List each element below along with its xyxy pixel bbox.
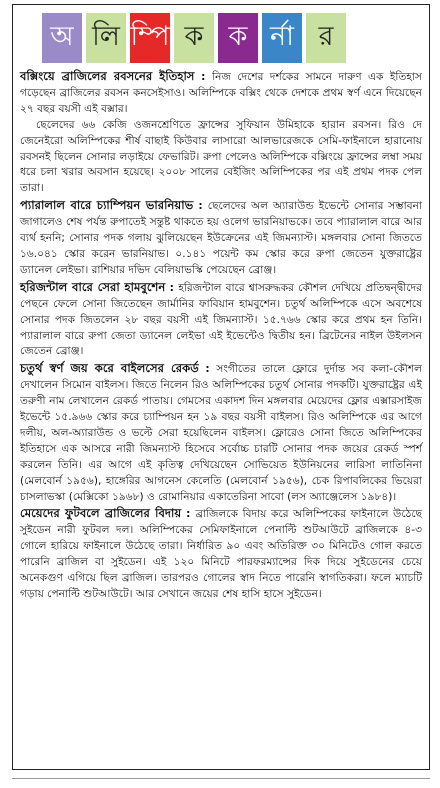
article-text: হরিজন্টাল বারে শ্বাসরুদ্ধকর কৌশল দেখিয়ে প্রতিদ্বন্দ্বীদের পেছনে ফেলে সোনা জিতেছেন জার্মানির ফাবিয়ান হামবুশেন। চতুর্থ অলিম্পিকে এসে অবশেষে সোনার পদক জিতলেন ২৮ বছর বয়সী এই জিমন্যাস্ট। ১৫.৭৬৬ স্কোর করে প্রথম হন তিনি। প্যারালাল বারে রুপা জেতা ড্যানেল লেইভা এই ইভেন্টেও দ্বিতীয় হন। ব্রিটেনের নাইল উইলসন জেতেন ব্রোঞ্জ। (20, 281, 422, 358)
article-headline: বক্সিংয়ে ব্রাজিলের রবসনের ইতিহাস (20, 69, 195, 83)
banner-letter-tile: র্না (262, 13, 302, 63)
article-boxing: বক্সিংয়ে ব্রাজিলের রবসনের ইতিহাস : নিজ দেশের দর্শকের সামনে দারুণ এক ইতিহাস গড়েছেন ব্রাজিলের রবসন কনসেইসাও। অলিম্পিকে বক্সিং থেকে দেশকে প্রথম স্বর্ণ এনে দিয়েছেন ২৭ বছর বয়সী এই বক্সার। ছেলেদের ৬৬ কেজি ওজনশ্রেণিতে ফ্রান্সের সুফিয়ান উমিহাকে হারান রবসন। রিও দে জেনেইরো অলিম্পিকের শীর্ষ বাছাই কিউবার লাসারো আলভারেজকে সেমি-ফাইনালে হারানোয় রবসনই ছিলেন সোনার লড়াইয়ে ফেভারিট। রুপা পেলেও অলিম্পিকে বক্সিংয়ে ফ্রান্সের লম্বা সময় ধরে চলা খরার অবসান হয়েছে। ২০০৮ সালের বেইজিং অলিম্পিকের পর এই প্রথম পদক পেল তারা। (20, 69, 422, 197)
article-horizontal-bar: হরিজন্টাল বারে সেরা হামবুশেন : হরিজন্টাল বারে শ্বাসরুদ্ধকর কৌশল দেখিয়ে প্রতিদ্বন্দ্বীদের পেছনে ফেলে সোনা জিতেছেন জার্মানির ফাবিয়ান হামবুশেন। চতুর্থ অলিম্পিকে এসে অবশেষে সোনার পদক জিতলেন ২৮ বছর বয়সী এই জিমন্যাস্ট। ১৫.৭৬৬ স্কোর করে প্রথম হন তিনি। প্যারালাল বারে রুপা জেতা ড্যানেল লেইভা এই ইভেন্টেও দ্বিতীয় হন। ব্রিটেনের নাইল উইলসন জেতেন ব্রোঞ্জ। (20, 279, 422, 358)
divider (12, 778, 430, 779)
article-text: সংগীতের তালে ফ্লোরে দুর্দান্ত সব কলা-কৌশল দেখালেন সিমোন বাইলস। জিতে নিলেন রিও অলিম্পিকের চতুর্থ সোনার পদকটি। যুক্তরাষ্ট্রের এই তরুণী নাম লেখালেন রেকর্ড পাতায়। গেমসের একাদশ দিন মঙ্গলবার মেয়েদের ফ্লোর এক্সারসাইজ ইভেন্টে ১৫.৯৬৬ স্কোর করে চ্যাম্পিয়ন হন ১৯ বছর বয়সী বাইলস। রিও অলিম্পিকে এর আগে দলীয়, অল-অ্যারাউন্ড ও ভল্টে সেরা হয়েছিলেন বাইলস। ফ্লোরেও সোনা জিতে অলিম্পিকের ইতিহাসে এক আসরে নারী জিমন্যাস্ট হিসেবে সর্বোচ্চ চারটি সোনার পদক জয়ের রেকর্ড স্পর্শ করলেন তিনি। এর আগে এই কৃতিত্ব দেখিয়েছেন সোভিয়েত ইউনিয়নের লারিসা লাতিনিনা (মেলবোর্ন ১৯৫৬), হাঙ্গেরির আগনেস কেলেতি (মেলবোর্ন ১৯৫৬), চেক রিপাবলিকের ভিয়েরা চাসলাভস্কা (মেক্সিকো ১৯৬৮) ও রোমানিয়ার একাতেরিনা সাবো (লস অ্যাঞ্জেলেস ১৯৮৪)। (20, 363, 422, 503)
article-headline: প্যারালাল বারে চ্যাম্পিয়ন ভারনিয়াভ (20, 198, 194, 213)
article-text: ছেলেদের ৬৬ কেজি ওজনশ্রেণিতে ফ্রান্সের সুফিয়ান উমিহাকে হারান রবসন। রিও দে জেনেইরো অলিম্পিকের শীর্ষ বাছাই কিউবার লাসারো আলভারেজকে সেমি-ফাইনালে হারানোয় রবসনই ছিলেন সোনার লড়াইয়ে ফেভারিট। রুপা পেলেও অলিম্পিকে বক্সিংয়ে ফ্রান্সের লম্বা সময় ধরে চলা খরার অবসান হয়েছে। ২০০৮ সালের বেইজিং অলিম্পিকের পর এই প্রথম পদক পেল তারা। (20, 118, 422, 195)
banner-letter-tile: ম্পি (130, 13, 170, 63)
article-headline: মেয়েদের ফুটবলে ব্রাজিলের বিদায় (20, 506, 182, 521)
article-headline: চতুর্থ স্বর্ণ জয় করে বাইলসের রেকর্ড (20, 361, 199, 376)
banner-letter-tile: ক (218, 13, 258, 63)
article-text: ছেলেদের অল অ্যারাউন্ড ইভেন্টে সোনার সম্ভাবনা জাগালেও শেষ পর্যন্ত রুপাতেই সন্তুষ্ট থাকতে হয় ওলেগ ভারনিয়াভকে। তবে প্যারালাল বারে আর ব্যর্থ হননি; সোনার পদক গলায় ঝুলিয়েছেন ইউক্রেনের এই জিমন্যাস্ট। মঙ্গলবার সোনা জিততে ১৬.০৪১ স্কোর করেন ভারনিয়াভ। ০.১৪১ পয়েন্ট কম স্কোর করে রুপা জেতেন যুক্তরাষ্ট্রের ড্যানেল লেইভা। রাশিয়ার দভিদ বেলিয়াভস্কি পেয়েছেন ব্রোঞ্জ। (20, 200, 422, 276)
article-biles-record: চতুর্থ স্বর্ণ জয় করে বাইলসের রেকর্ড : সংগীতের তালে ফ্লোরে দুর্দান্ত সব কলা-কৌশল দেখালেন সিমোন বাইলস। জিতে নিলেন রিও অলিম্পিকের চতুর্থ সোনার পদকটি। যুক্তরাষ্ট্রের এই তরুণী নাম লেখালেন রেকর্ড পাতায়। গেমসের একাদশ দিন মঙ্গলবার মেয়েদের ফ্লোর এক্সারসাইজ ইভেন্টে ১৫.৯৬৬ স্কোর করে চ্যাম্পিয়ন হন ১৯ বছর বয়সী বাইলস। রিও অলিম্পিকে এর আগে দলীয়, অল-অ্যারাউন্ড ও ভল্টে সেরা হয়েছিলেন বাইলস। ফ্লোরেও সোনা জিতে অলিম্পিকের ইতিহাসে এক আসরে নারী জিমন্যাস্ট হিসেবে সর্বোচ্চ চারটি সোনার পদক জয়ের রেকর্ড স্পর্শ করলেন তিনি। এর আগে এই কৃতিত্ব দেখিয়েছেন সোভিয়েত ইউনিয়নের লারিসা লাতিনিনা (মেলবোর্ন ১৯৫৬), হাঙ্গেরির আগনেস কেলেতি (মেলবোর্ন ১৯৫৬), চেক রিপাবলিকের ভিয়েরা চাসলাভস্কা (মেক্সিকো ১৯৬৮) ও রোমানিয়ার একাতেরিনা সাবো (লস অ্যাঞ্জেলেস ১৯৮৪)। (20, 361, 422, 503)
article-womens-football: মেয়েদের ফুটবলে ব্রাজিলের বিদায় : ব্রাজিলকে বিদায় করে অলিম্পিকের ফাইনালে উঠেছে সুইডেন নারী ফুটবল দল। অলিম্পিকের সেমিফাইনালে পেনাল্টি শুটআউটে ব্রাজিলকে ৪-৩ গোলে হারিয়ে ফাইনালে উঠেছে তারা। নির্ধারিত ৯০ এবং অতিরিক্ত ৩০ মিনিটেও গোল করতে পারেনি ব্রাজিল বা সুইডেন। এই ১২০ মিনিটে পারফরম্যান্সের দিক দিয়ে সুইডেনের চেয়ে অনেকগুণ এগিয়ে ছিল ব্রাজিল। তারপরও গোলের স্বাদ নিতে পারেনি স্বাগতিকরা। ফলে ম্যাচটি গড়ায় পেনাল্টি শুটআউটে। আর সেখানে জয়ের শেষ হাসি হাসে সুইডেন। (20, 506, 422, 600)
sports-news-column (12, 4, 430, 770)
article-text: ব্রাজিলকে বিদায় করে অলিম্পিকের ফাইনালে উঠেছে সুইডেন নারী ফুটবল দল। অলিম্পিকের সেমিফাইনালে পেনাল্টি শুটআউটে ব্রাজিলকে ৪-৩ গোলে হারিয়ে ফাইনালে উঠেছে তারা। নির্ধারিত ৯০ এবং অতিরিক্ত ৩০ মিনিটেও গোল করতে পারেনি ব্রাজিল বা সুইডেন। এই ১২০ মিনিটে পারফরম্যান্সের দিক দিয়ে সুইডেনের চেয়ে অনেকগুণ এগিয়ে ছিল ব্রাজিল। তারপরও গোলের স্বাদ নিতে পারেনি স্বাগতিকরা। ফলে ম্যাচটি গড়ায় পেনাল্টি শুটআউটে। আর সেখানে জয়ের শেষ হাসি হাসে সুইডেন। (20, 508, 422, 600)
banner-letter-tile: অ (42, 13, 82, 63)
article-text: নিজ দেশের দর্শকের সামনে দারুণ এক ইতিহাস গড়েছেন ব্রাজিলের রবসন কনসেইসাও। অলিম্পিকে বক্সিং থেকে দেশকে প্রথম স্বর্ণ এনে দিয়েছেন ২৭ বছর বয়সী এই বক্সার। (20, 71, 422, 115)
article-parallel-bars: প্যারালাল বারে চ্যাম্পিয়ন ভারনিয়াভ : ছেলেদের অল অ্যারাউন্ড ইভেন্টে সোনার সম্ভাবনা জাগালেও শেষ পর্যন্ত রুপাতেই সন্তুষ্ট থাকতে হয় ওলেগ ভারনিয়াভকে। তবে প্যারালাল বারে আর ব্যর্থ হননি; সোনার পদক গলায় ঝুলিয়েছেন ইউক্রেনের এই জিমন্যাস্ট। মঙ্গলবার সোনা জিততে ১৬.০৪১ স্কোর করেন ভারনিয়াভ। ০.১৪১ পয়েন্ট কম স্কোর করে রুপা জেতেন যুক্তরাষ্ট্রের ড্যানেল লেইভা। রাশিয়ার দভিদ বেলিয়াভস্কি পেয়েছেন ব্রোঞ্জ। (20, 198, 422, 276)
article-headline: হরিজন্টাল বারে সেরা হামবুশেন (20, 279, 166, 294)
banner-letter-tile: ক (174, 13, 214, 63)
banner-letter-tile: র (306, 13, 346, 63)
banner-letter-tile: লি (86, 13, 126, 63)
olympic-corner-banner (42, 13, 422, 63)
